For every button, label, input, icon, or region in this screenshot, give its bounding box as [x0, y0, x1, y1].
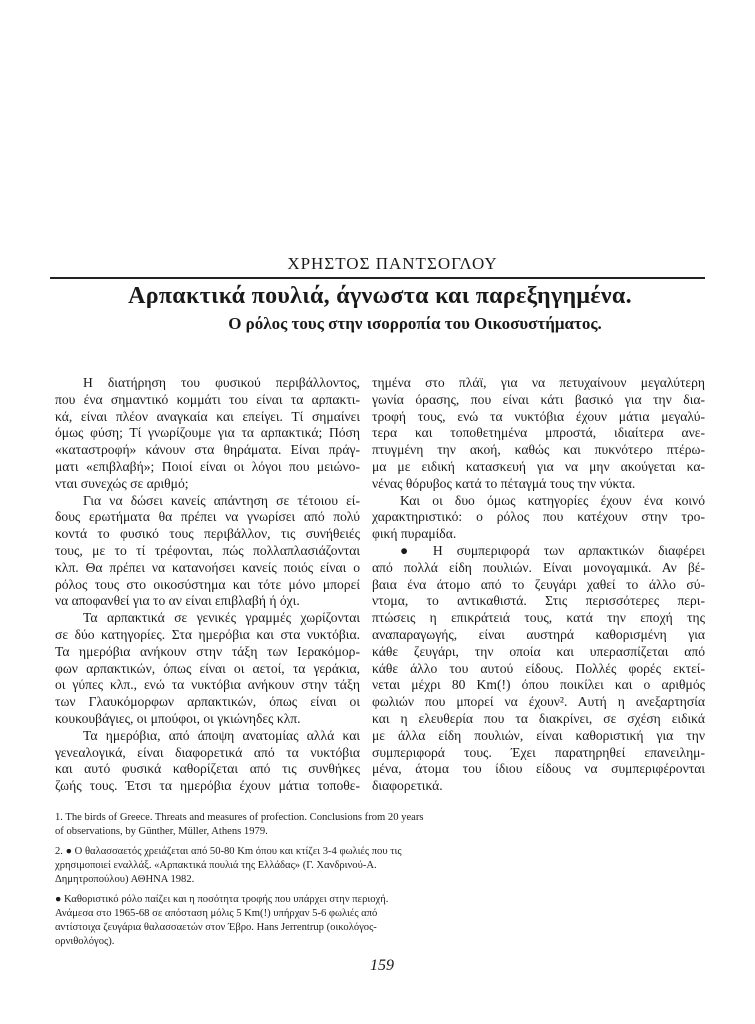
text-line: τερα και τοποθετημένα μπροστά, ιδιαίτερα ανε- [372, 425, 705, 441]
body-column-right [372, 375, 705, 795]
text-line: πτώσεις η επικράτειά τους, κατά την εποχή της [372, 610, 705, 626]
article-subtitle: Ο ρόλος τους στην ισορροπία του Οικοσυστήματος. [228, 314, 602, 333]
text-line: τημένα στο πλάϊ, για να πετυχαίνουν μεγαλύτερη [372, 375, 705, 390]
text-line: μα με ειδική κατασκευή για να μην ακούγεται κα- [372, 458, 705, 474]
text-line: Τα ημερόβια, από άποψη ανατομίας αλλά και [83, 727, 360, 743]
text-line: Τα αρπακτικά σε γενικές γραμμές χωρίζονται [83, 610, 360, 626]
text-line: μένα, άτομα του ίδιου είδους να συμπεριφέρονται [372, 761, 705, 777]
text-line: κλπ. Θα πρέπει να κατανοήσει κανείς ποιός είναι ο [55, 559, 360, 575]
text-line: κάθε άλλο του αυτού είδους. Πολλές φορές εκτεί- [372, 660, 705, 676]
body-column-left [55, 375, 360, 795]
text-line: από πολλά είδη πουλιών. Είναι μονογαμικά. Αν βέ- [372, 559, 705, 575]
text-line: φωλιών που μπορεί να έχουν². Αυτή η ανεξαρτησία [372, 694, 705, 710]
footnote-line: ● Καθοριστικό ρόλο παίζει και η ποσότητα τροφής που υπάρχει στην περιοχή. [55, 894, 389, 905]
paragraph [372, 375, 705, 493]
paragraph [55, 375, 360, 493]
text-line: ντομα, το αντικαθιστά. Στις περισσότερες περι- [372, 593, 705, 609]
footnote-line: 2. ● Ο θαλασσαετός χρειάζεται από 50-80 Km όπου και κτίζει 3-4 φωλιές που τις [55, 846, 402, 857]
text-line: κοντά το φυσικό τους περιβάλλον, τις συνήθειές [55, 526, 360, 542]
footnote [55, 893, 480, 949]
text-line: πτυγμένη την ακοή, καθώς και πυκνότερο πτέρω- [372, 442, 705, 458]
text-line: «καταστροφή» κάνουν στα θηράματα. Είναι πράγ- [55, 442, 360, 458]
text-line: ● Η συμπεριφορά των αρπακτικών διαφέρει [400, 542, 705, 558]
footnote-line: ορνιθολόγος). [55, 936, 115, 947]
text-line: νεται μέχρι 80 Km(!) όπου ποικίλει και ο αριθμός [372, 677, 705, 693]
text-line: κάθε ζευγάρι, την οποία και υπερασπίζεται από [372, 643, 705, 659]
text-line: όμως φύση; Τί γνωρίζουμε για τα αρπακτικά; Πόση [55, 425, 360, 441]
text-line: τους, με το τί τρέφονται, πώς πολλαπλασιάζονται [55, 542, 360, 558]
text-line: σε δύο κατηγορίες. Στα ημερόβια και στα νυκτόβια. [55, 626, 360, 642]
text-line: νένας θόρυβος κατά το πέταγμά τους την νύκτα. [372, 475, 636, 491]
footnote [55, 845, 480, 887]
text-line: βαια ένα άτομο από το ζευγάρι χαθεί το άλλο σύ- [372, 576, 705, 592]
footnote-line: 1. The birds of Greece. Threats and measures of profection. Conclusions from 20 years [55, 812, 424, 823]
author-name: ΧΡΗΣΤΟΣ ΠΑΝΤΣΟΓΛΟΥ [287, 254, 498, 273]
text-line: χαρακτηριστικό: ο ρόλος που κατέχουν στην τρο- [372, 509, 705, 525]
text-line: Και οι δυο όμως κατηγορίες έχουν ένα κοινό [400, 492, 705, 508]
text-line: δους ερωτήματα θα πρέπει να γνωρίσει από πολύ [55, 509, 360, 525]
header-rule [50, 277, 705, 279]
paragraph [55, 610, 360, 728]
text-line: ματι «επιβλαβή»; Ποιοί είναι οι λόγοι που μειώνο- [55, 458, 360, 474]
footnote-line: χρησιμοποιεί εναλλάξ. «Αρπακτικά πουλιά της Ελλάδας» (Γ. Χανδρινού-Α. [55, 860, 377, 871]
footnote [55, 811, 480, 839]
text-line: νται συνεχώς σε αριθμό; [55, 475, 189, 491]
paragraph [372, 543, 705, 795]
footnote-line: Ανάμεσα στο 1965-68 σε απόσταση μόλις 5 Km(!) υπήρχαν 5-6 φωλιές από [55, 908, 378, 919]
text-line: οι γύπες κλπ., ενώ τα νυκτόβια ανήκουν στην τάξη [55, 677, 360, 693]
paragraph [372, 493, 705, 543]
footnote-line: Δημητροπούλου) ΑΘΗΝΑ 1982. [55, 874, 195, 885]
text-line: ζωής τους. Έτσι τα ημερόβια έχουν μάτια τοποθε- [55, 778, 360, 794]
text-line: που ένα σημαντικό κομμάτι του είναι τα αρπακτι- [55, 391, 360, 407]
footnote-line: of observations, by Günther, Müller, Athens 1979. [55, 826, 268, 837]
text-line: κουκουβάγιες, οι μπούφοι, οι γκιώνηδες κλπ. [55, 710, 301, 726]
text-line: γενεαλογικά, είναι διαφορετικά από τα νυκτόβια [55, 744, 360, 760]
text-line: και η ελευθερία που τα διακρίνει, σε σχέση ειδικά [372, 710, 705, 726]
text-line: των Γλαυκόμορφων αρπακτικών, όπως είναι οι [55, 694, 360, 710]
paragraph [55, 728, 360, 795]
text-line: διαφορετικά. [372, 778, 443, 794]
paragraph [55, 493, 360, 611]
text-line: Η διατήρηση του φυσικού περιβάλλοντος, [83, 375, 360, 390]
article-title: Αρπακτικά πουλιά, άγνωστα και παρεξηγημένα. [128, 283, 632, 309]
text-line: γωνία όρασης, που είναι κάτι βασικό για την δια- [372, 391, 705, 407]
text-line: φων αρπακτικών, όπως είναι οι αετοί, τα γεράκια, [55, 660, 360, 676]
text-line: ρόλος τους στο οικοσύστημα και τότε μόνο μπορεί [55, 576, 360, 592]
text-line: να αποφανθεί για το αν είναι επιβλαβή ή όχι. [55, 593, 300, 609]
footnote-line: αντίστοιχα ζευγάρια θαλασσαετών στον Έβρο. Hans Jerrentrup (οικολόγος- [55, 922, 377, 933]
footnotes [55, 811, 480, 949]
text-line: Τα ημερόβια ανήκουν στην τάξη των Ιερακόμορ- [55, 643, 360, 659]
text-line: Για να δώσει κανείς απάντηση σε τέτοιου εί- [83, 492, 360, 508]
text-line: συμπεριφορά τους. Έχει παρατηρηθεί επανειλημ- [372, 744, 705, 760]
text-line: και αυτό φυσικά καθορίζεται από τις συνθήκες [55, 761, 360, 777]
page-number: 159 [370, 957, 394, 974]
text-line: με άλλα είδη πουλιών, είναι καθοριστική για την [372, 727, 705, 743]
text-line: φική πυραμίδα. [372, 526, 457, 542]
text-line: κά, είναι πλέον αναγκαία και επείγει. Τί σημαίνει [55, 408, 360, 424]
text-line: αναπαραγωγής, είναι αυστηρά καθορισμένη για [372, 626, 705, 642]
text-line: τροφή τους, ενώ τα νυκτόβια έχουν μάτια μεγαλύ- [372, 408, 705, 424]
